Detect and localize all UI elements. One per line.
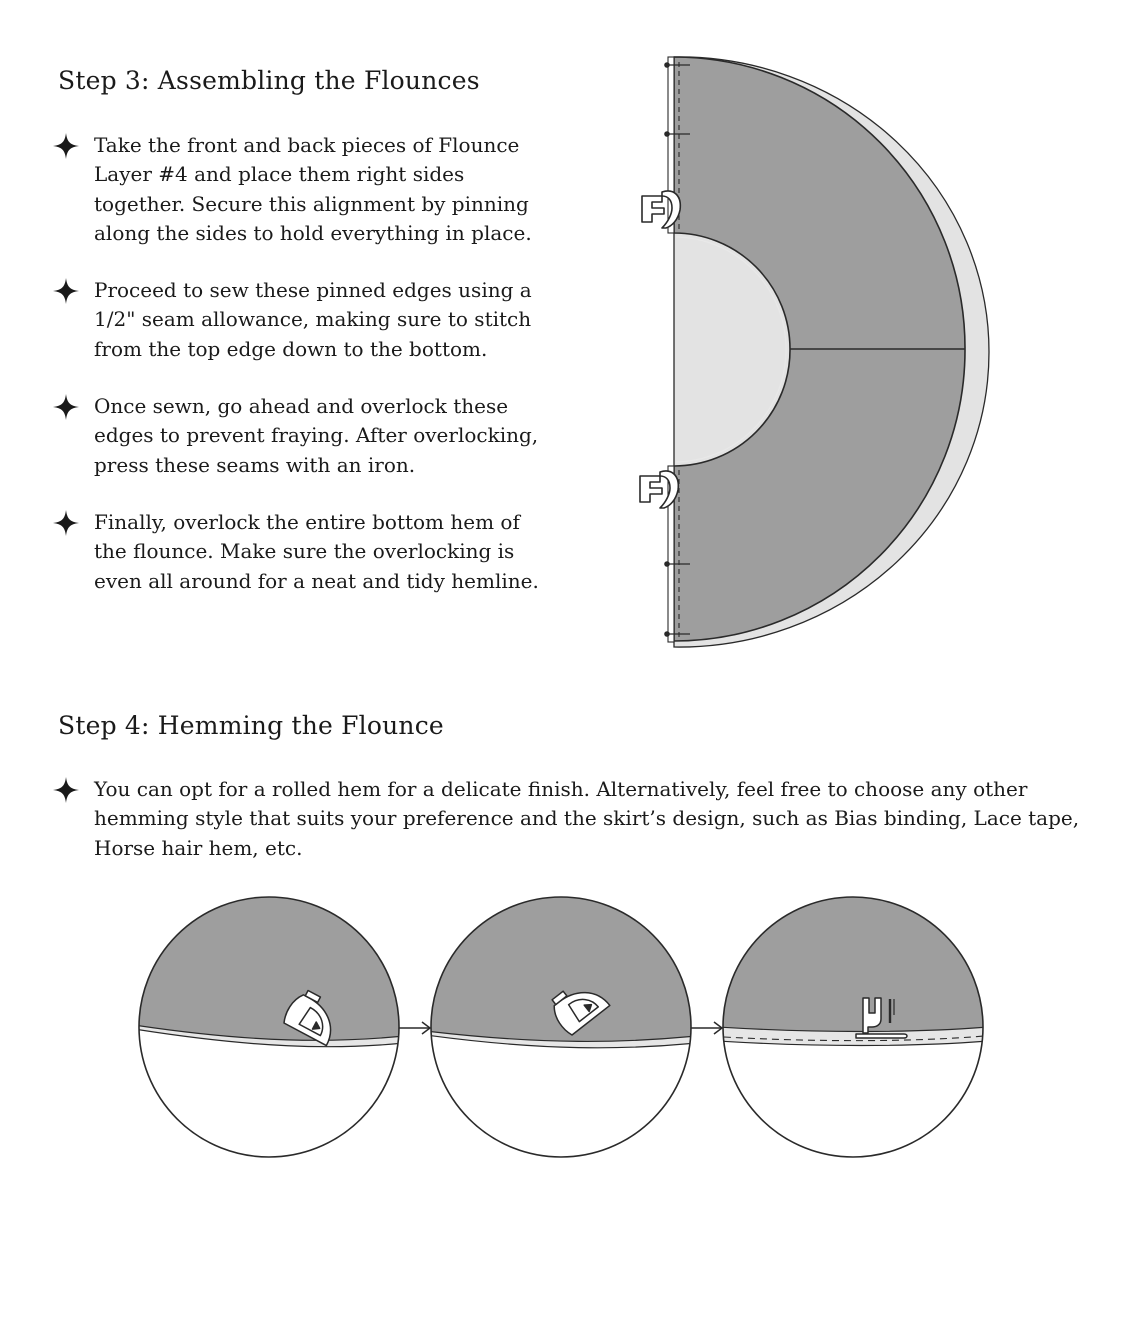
flounce-illustration [632, 52, 1002, 652]
step4-heading: Step 4: Hemming the Flounce [58, 711, 444, 740]
step3-heading: Step 3: Assembling the Flounces [58, 66, 480, 95]
list-item [52, 508, 542, 596]
fabric-clip-icon [640, 471, 678, 508]
arrow-right-icon [691, 1022, 722, 1034]
step3-instructions [52, 131, 542, 624]
hem-step-2-circle [426, 893, 696, 1163]
hemming-sequence-illustration [134, 893, 994, 1163]
step3-bullet-1-text: Take the front and back pieces of Flounce Layer #4 and place them right sides together. Secure this alignment by pinning along the sides to hold everything in place. [94, 133, 532, 245]
four-point-star-icon [52, 776, 80, 804]
list-item [52, 131, 542, 248]
hem-step-3-circle [718, 893, 988, 1163]
list-item [52, 276, 542, 364]
four-point-star-icon [52, 277, 80, 305]
list-item [52, 392, 542, 480]
step3-bullet-3-text: Once sewn, go ahead and overlock these edges to prevent fraying. After overlocking, press these seams with an iron. [94, 394, 539, 477]
four-point-star-icon [52, 393, 80, 421]
step3-bullet-4-text: Finally, overlock the entire bottom hem of the flounce. Make sure the overlocking is even all around for a neat and tidy hemline. [94, 509, 539, 593]
four-point-star-icon [52, 132, 80, 160]
list-item [52, 775, 1092, 863]
arrow-right-icon [399, 1022, 430, 1034]
step4-instructions [52, 775, 1092, 891]
four-point-star-icon [52, 509, 80, 537]
hem-step-1-circle [134, 893, 404, 1163]
step4-bullet-1-text: You can opt for a rolled hem for a delicate finish. Alternatively, feel free to choose any other hemming style that suits your preference and the skirt’s design, such as Bias binding, Lace tape, Horse hair hem, etc. [94, 777, 1080, 860]
step3-bullet-2-text: Proceed to sew these pinned edges using a 1/2" seam allowance, making sure to stitch from the top edge down to the bottom. [94, 278, 532, 361]
fabric-clip-icon [642, 191, 680, 228]
